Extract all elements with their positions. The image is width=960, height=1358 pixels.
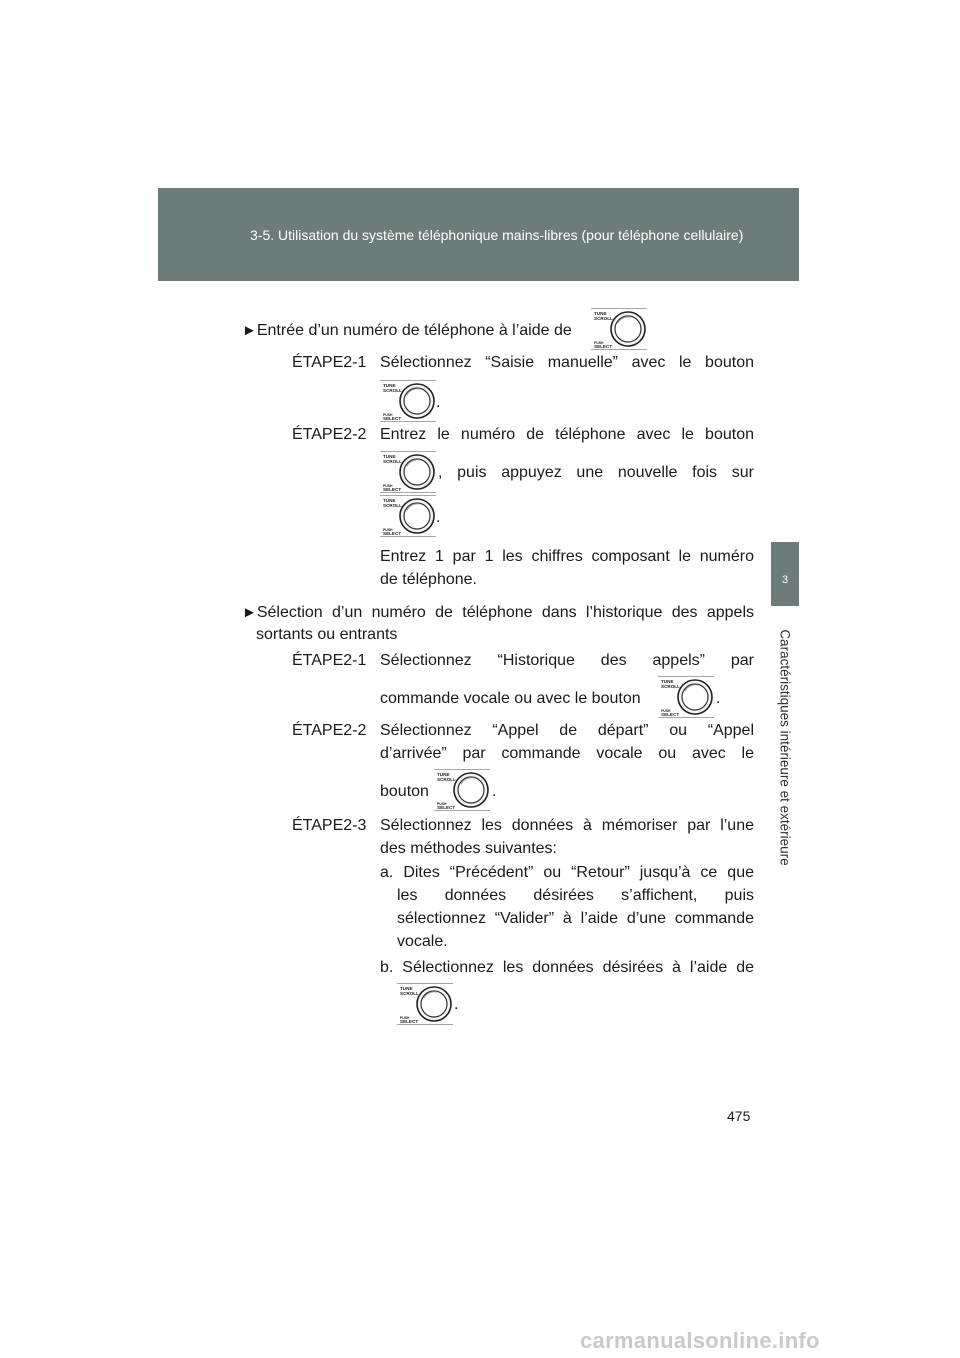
step-note: de téléphone. <box>380 571 477 588</box>
section2-heading <box>242 602 754 624</box>
svg-text:SCROLL: SCROLL <box>383 388 402 393</box>
tune-scroll-knob-icon <box>380 495 436 537</box>
tune-scroll-knob-icon <box>591 308 647 350</box>
svg-text:TUNE: TUNE <box>383 383 396 388</box>
bullet-arrow-icon: ► <box>242 604 257 621</box>
step-note: Entrez 1 par 1 les chiffres composant le numéro <box>380 548 754 565</box>
step-label: ÉTAPE2-2 <box>292 722 367 739</box>
tune-scroll-knob-icon <box>658 676 714 718</box>
step-text: Sélectionnez “Historique des appels” par <box>380 652 754 669</box>
svg-text:PUSH: PUSH <box>383 484 393 488</box>
page-number: 475 <box>727 1108 751 1124</box>
step-end-punctuation: . <box>436 394 441 411</box>
option-a-text: vocale. <box>397 933 448 950</box>
svg-text:SCROLL: SCROLL <box>437 777 456 782</box>
section1-heading <box>242 320 572 342</box>
svg-text:SELECT: SELECT <box>383 416 402 421</box>
step-text: Sélectionnez “Saisie manuelle” avec le bouton <box>380 354 754 371</box>
svg-text:PUSH: PUSH <box>383 528 393 532</box>
step-text: , puis appuyez une nouvelle fois sur <box>438 464 754 481</box>
svg-text:PUSH: PUSH <box>661 709 671 713</box>
svg-text:SCROLL: SCROLL <box>400 991 419 996</box>
step-text: Sélectionnez les données à mémoriser par l’une <box>380 817 754 834</box>
step-text: Sélectionnez “Appel de départ” ou “Appel <box>380 722 754 739</box>
svg-text:TUNE: TUNE <box>383 498 396 503</box>
step-end-punctuation: . <box>454 996 459 1013</box>
section1-heading-text: Entrée d’un numéro de téléphone à l’aide de <box>256 322 572 339</box>
step-end-punctuation: . <box>716 690 721 707</box>
option-a-text: les données désirées s’affichent, puis <box>397 887 754 904</box>
svg-text:TUNE: TUNE <box>661 679 674 684</box>
tune-scroll-knob-icon <box>434 769 490 811</box>
svg-text:PUSH: PUSH <box>437 802 447 806</box>
step-label: ÉTAPE2-1 <box>292 652 367 669</box>
step-text: Entrez le numéro de téléphone avec le bouton <box>380 426 754 443</box>
step-text: bouton <box>380 783 429 800</box>
svg-text:TUNE: TUNE <box>383 454 396 459</box>
option-a-text: a. Dites “Précédent” ou “Retour” jusqu’à ce que <box>380 864 754 881</box>
watermark: carmanualsonline.info <box>580 1328 820 1353</box>
chapter-number: 3 <box>781 574 789 586</box>
step-end-punctuation: . <box>492 783 497 800</box>
svg-text:TUNE: TUNE <box>594 311 607 316</box>
section2-heading-text: Sélection d’un numéro de téléphone dans l’historique des appels <box>256 604 754 621</box>
tune-scroll-knob-icon <box>380 380 436 422</box>
svg-text:SELECT: SELECT <box>383 531 402 536</box>
svg-text:TUNE: TUNE <box>400 986 413 991</box>
chapter-header-title: 3-5. Utilisation du système téléphonique mains-libres (pour téléphone cellulaire) <box>250 227 744 243</box>
chapter-side-label <box>760 612 810 882</box>
svg-text:SCROLL: SCROLL <box>661 684 680 689</box>
svg-text:PUSH: PUSH <box>383 413 393 417</box>
step-text: d’arrivée” par commande vocale ou avec le <box>380 745 754 762</box>
option-b-text: b. Sélectionnez les données désirées à l’aide de <box>380 959 754 976</box>
svg-text:PUSH: PUSH <box>594 341 604 345</box>
step-label: ÉTAPE2-1 <box>292 354 367 371</box>
step-label: ÉTAPE2-3 <box>292 817 367 834</box>
svg-text:SCROLL: SCROLL <box>383 459 402 464</box>
option-a-text: sélectionnez “Valider” à l’aide d’une commande <box>397 910 754 927</box>
svg-text:SELECT: SELECT <box>383 487 402 492</box>
svg-text:SELECT: SELECT <box>661 712 680 717</box>
step-label: ÉTAPE2-2 <box>292 426 367 443</box>
tune-scroll-knob-icon <box>380 451 436 493</box>
tune-scroll-knob-icon <box>397 983 453 1025</box>
svg-text:SELECT: SELECT <box>400 1019 419 1024</box>
svg-text:PUSH: PUSH <box>400 1016 410 1020</box>
step-end-punctuation: . <box>436 509 441 526</box>
svg-text:SELECT: SELECT <box>437 805 456 810</box>
svg-text:SELECT: SELECT <box>594 344 613 349</box>
svg-text:SCROLL: SCROLL <box>594 316 613 321</box>
bullet-arrow-icon: ► <box>242 322 257 339</box>
section2-heading-text: sortants ou entrants <box>256 626 398 643</box>
svg-text:TUNE: TUNE <box>437 772 450 777</box>
step-text: des méthodes suivantes: <box>380 840 557 857</box>
svg-text:SCROLL: SCROLL <box>383 503 402 508</box>
step-text: commande vocale ou avec le bouton <box>380 690 641 707</box>
chapter-side-label-text: Caractéristiques intérieure et extérieure <box>777 628 793 866</box>
